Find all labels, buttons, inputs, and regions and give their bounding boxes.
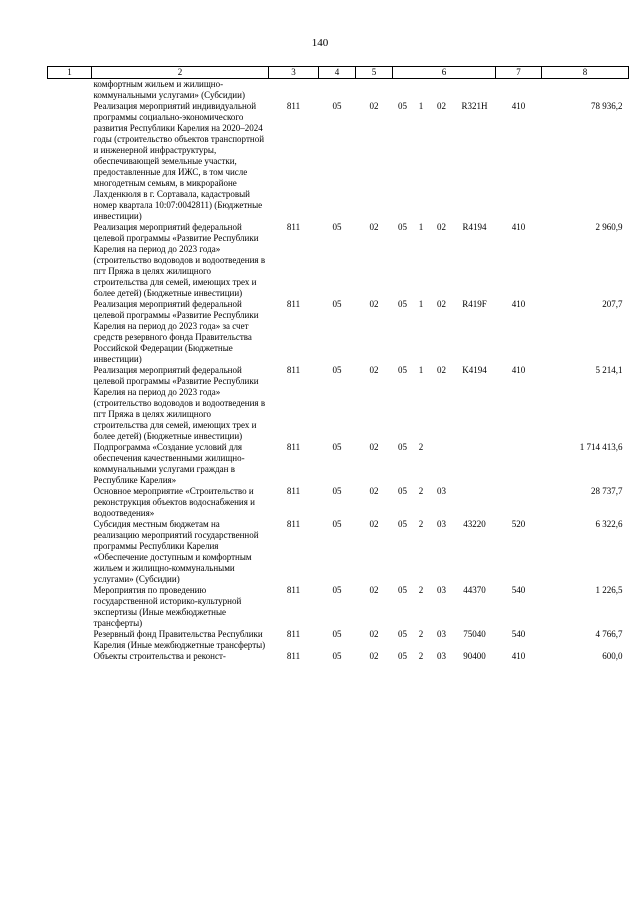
header-col-3: 3 — [269, 67, 319, 79]
cell-subprogram-code: 2 — [418, 629, 424, 639]
cell-subsection-code: 02 — [369, 299, 379, 309]
cell-program-code: 05 — [398, 629, 407, 639]
cell-program-code: 05 — [398, 442, 407, 452]
table-row — [48, 629, 629, 651]
cell-expense-type: 520 — [511, 519, 526, 529]
cell-expense-type: 410 — [511, 299, 526, 309]
cell-amount: 28 737,7 — [591, 486, 623, 496]
cell-direction-code — [454, 486, 496, 519]
row-description: Реализация мероприятий федеральной целевой программы «Развитие Республики Карелия на период до 2023 года» (строительство водоводов и водоотведения в пгт Пряжа в целях жилищного строительства для семей, имеющих трех и более детей) (Бюджетные инвестиции) — [93, 222, 266, 298]
cell-activity-code: 02 — [437, 299, 446, 309]
cell-subsection-code: 02 — [369, 651, 379, 661]
cell-subprogram-code: 2 — [418, 651, 424, 661]
cell-section-code: 05 — [332, 222, 342, 232]
cell-section-code: 05 — [332, 629, 342, 639]
cell-direction-code: 75040 — [463, 629, 486, 639]
cell-empty — [48, 365, 92, 442]
header-row — [48, 67, 629, 79]
cell-section-code: 05 — [332, 519, 342, 529]
cell-direction-code: R4194 — [462, 222, 487, 232]
table-row — [48, 486, 629, 519]
cell-expense-type — [496, 486, 542, 519]
header-col-4: 4 — [319, 67, 356, 79]
cell-ministry-code: 811 — [286, 486, 301, 496]
cell-amount: 2 960,9 — [595, 222, 623, 232]
cell-amount: 1 714 413,6 — [579, 442, 623, 452]
cell-empty — [48, 222, 92, 299]
continuation-row — [48, 79, 629, 102]
cell-empty — [48, 585, 92, 629]
page-number: 140 — [311, 37, 329, 49]
cell-expense-type: 540 — [511, 629, 526, 639]
cell-section-code: 05 — [332, 442, 342, 452]
row-description: Реализация мероприятий федеральной целевой программы «Развитие Республики Карелия на период до 2023 года» за счет средств резервного фонда Правительства Российской Федерации (Бюджетные инвестиции) — [93, 299, 259, 364]
cell-subsection-code: 02 — [369, 442, 379, 452]
table-row — [48, 222, 629, 299]
row-description: Основное мероприятие «Строительство и реконструкция объектов водоснабжения и водоотведения» — [93, 486, 255, 518]
cell-subsection-code: 02 — [369, 519, 379, 529]
cell-subsection-code: 02 — [369, 585, 379, 595]
cell-section-code: 05 — [332, 101, 342, 111]
cell-amount: 1 226,5 — [595, 585, 623, 595]
cell-section-code: 05 — [332, 651, 342, 661]
row-description: Реализация мероприятий индивидуальной программы социально-экономического развития Республики Карелия на 2020–2024 годы (строительство объектов транспортной и инженерной инфраструктуры, обеспечивающей земельные участки, предоставленные для ИЖС, в том числе многодетным семьям, в микрорайоне Лахденкюля в г. Сортавала, кадастровый номер квартала 10:07:0042811) (Бюджетные инвестиции) — [93, 101, 265, 221]
budget-table — [47, 66, 629, 662]
header-col-6: 6 — [393, 67, 496, 79]
cell-section-code: 05 — [332, 585, 342, 595]
cell-activity-code: 03 — [437, 519, 446, 529]
table-row — [48, 365, 629, 442]
cell-empty — [48, 519, 92, 585]
cell-program-code: 05 — [398, 585, 407, 595]
cell-subprogram-code: 2 — [418, 585, 424, 595]
cell-direction-code: K4194 — [462, 365, 487, 375]
cell-ministry-code: 811 — [286, 365, 301, 375]
cell-subsection-code: 02 — [369, 629, 379, 639]
row-description: Мероприятия по проведению государственной историко-культурной экспертизы (Иные межбюджетные трансферты) — [93, 585, 242, 628]
cell-ministry-code: 811 — [286, 629, 301, 639]
header-col-5: 5 — [356, 67, 393, 79]
cell-direction-code: R321H — [461, 101, 488, 111]
row-description: Подпрограмма «Создание условий для обеспечения качественными жилищно-коммунальными услугами граждан в Республике Карелия» — [93, 442, 245, 485]
cell-activity-code: 03 — [437, 629, 446, 639]
header-col-8: 8 — [542, 67, 629, 79]
cell-subsection-code: 02 — [369, 222, 379, 232]
cell-subsection-code: 02 — [369, 486, 379, 496]
cell-direction-code — [454, 442, 496, 486]
cell-program-code: 05 — [398, 486, 407, 496]
header-col-7: 7 — [496, 67, 542, 79]
cell-direction-code: 90400 — [463, 651, 486, 661]
cell-program-code: 05 — [398, 222, 407, 232]
cell-amount: 600,0 — [602, 651, 623, 661]
cell-activity-code: 03 — [437, 651, 446, 661]
cell-ministry-code: 811 — [286, 442, 301, 452]
cell-direction-code: 43220 — [463, 519, 486, 529]
cell-activity-code: 02 — [437, 222, 446, 232]
cell-direction-code: 44370 — [463, 585, 486, 595]
cell-subprogram-code: 2 — [418, 486, 424, 496]
table-row — [48, 519, 629, 585]
cell-activity-code — [430, 442, 454, 486]
cell-section-code: 05 — [332, 486, 342, 496]
cell-subprogram-code: 1 — [418, 222, 424, 232]
row-description: Объекты строительства и реконст- — [93, 651, 226, 661]
cell-program-code: 05 — [398, 651, 407, 661]
table-row — [48, 442, 629, 486]
cell-empty — [48, 486, 92, 519]
cell-ministry-code: 811 — [286, 222, 301, 232]
header-col-1: 1 — [48, 67, 92, 79]
cell-expense-type: 540 — [511, 585, 526, 595]
cell-ministry-code: 811 — [286, 299, 301, 309]
cell-activity-code: 03 — [437, 486, 446, 496]
cell-activity-code: 02 — [437, 101, 446, 111]
cell-ministry-code: 811 — [286, 519, 301, 529]
table-body — [48, 79, 629, 663]
cell-program-code: 05 — [398, 365, 407, 375]
continuation-text: комфортным жильем и жилищно-коммунальными услугами» (Субсидии) — [93, 79, 245, 100]
cell-activity-code: 02 — [437, 365, 446, 375]
table-row — [48, 101, 629, 222]
cell-subsection-code: 02 — [369, 365, 379, 375]
cell-amount: 207,7 — [602, 299, 623, 309]
cell-section-code: 05 — [332, 299, 342, 309]
row-description: Реализация мероприятий федеральной целевой программы «Развитие Республики Карелия на период до 2023 года» (строительство водоводов и водоотведения в пгт Пряжа в целях жилищного строительства для семей, имеющих трех и более детей) (Бюджетные инвестиции) — [93, 365, 266, 441]
row-description: Субсидия местным бюджетам на реализацию мероприятий государственной программы Республики Карелия «Обеспечение доступным и комфортным жильем и жилищно-коммунальными услугами» (Субсидии) — [93, 519, 259, 584]
cell-subprogram-code: 2 — [418, 442, 424, 452]
cell-ministry-code: 811 — [286, 101, 301, 111]
table-row — [48, 299, 629, 365]
cell-direction-code: R419F — [462, 299, 487, 309]
cell-expense-type: 410 — [511, 222, 526, 232]
cell-expense-type: 410 — [511, 101, 526, 111]
cell-program-code: 05 — [398, 101, 407, 111]
table-row — [48, 651, 629, 662]
cell-subprogram-code: 1 — [418, 299, 424, 309]
cell-amount: 5 214,1 — [595, 365, 623, 375]
row-description: Резервный фонд Правительства Республики Карелия (Иные межбюджетные трансферты) — [93, 629, 266, 650]
cell-amount: 4 766,7 — [595, 629, 623, 639]
cell-activity-code: 03 — [437, 585, 446, 595]
cell-ministry-code: 811 — [286, 585, 301, 595]
cell-expense-type: 410 — [511, 365, 526, 375]
cell-amount: 6 322,6 — [595, 519, 623, 529]
cell-empty — [48, 299, 92, 365]
cell-ministry-code: 811 — [286, 651, 301, 661]
cell-empty — [48, 651, 92, 662]
cell-subprogram-code: 1 — [418, 365, 424, 375]
cell-expense-type — [496, 442, 542, 486]
cell-section-code: 05 — [332, 365, 342, 375]
header-col-2: 2 — [92, 67, 269, 79]
cell-amount: 78 936,2 — [591, 101, 623, 111]
cell-empty — [48, 101, 92, 222]
cell-empty — [48, 629, 92, 651]
cell-subsection-code: 02 — [369, 101, 379, 111]
cell-subprogram-code: 1 — [418, 101, 424, 111]
cell-empty — [48, 442, 92, 486]
cell-expense-type: 410 — [511, 651, 526, 661]
table-row — [48, 585, 629, 629]
cell-program-code: 05 — [398, 299, 407, 309]
cell-subprogram-code: 2 — [418, 519, 424, 529]
cell-program-code: 05 — [398, 519, 407, 529]
